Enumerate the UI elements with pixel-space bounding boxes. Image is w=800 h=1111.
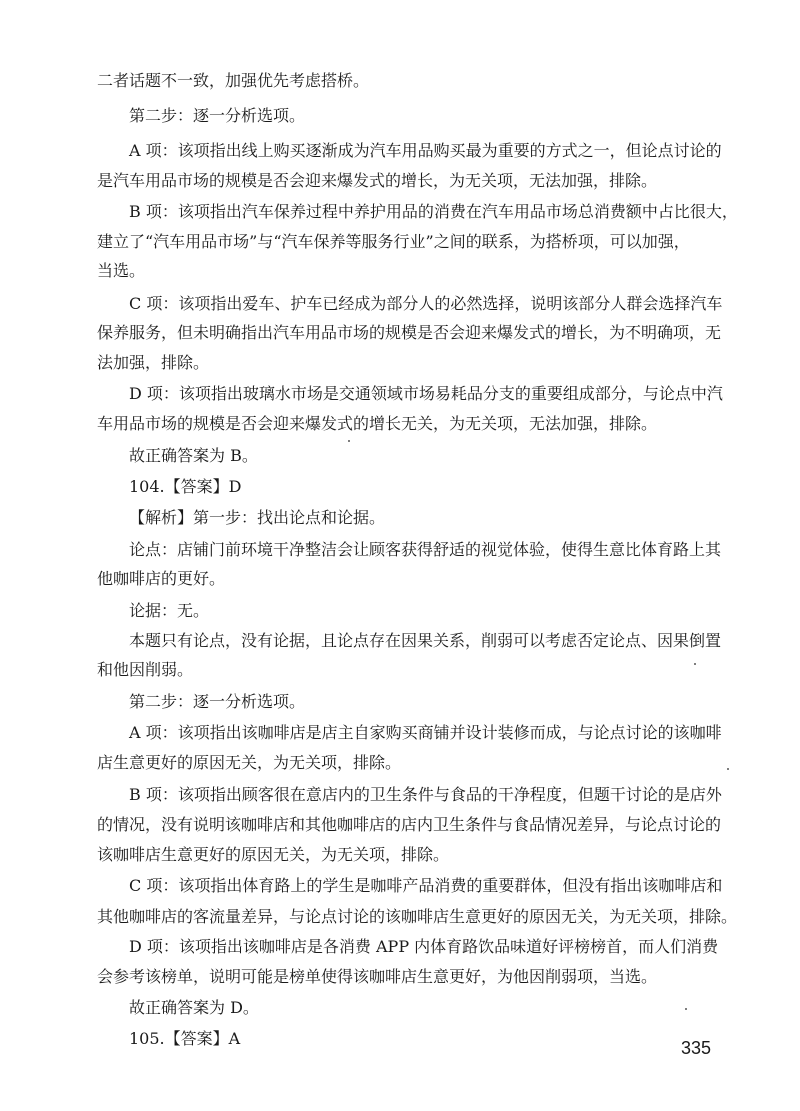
text-line: 车用品市场的规模是否会迎来爆发式的增长无关，为无关项，无法加强，排除。	[97, 414, 658, 433]
text-line: C 项：该项指出爱车、护车已经成为部分人的必然选择，说明该部分人群会选择汽车	[129, 294, 723, 313]
text-line: A 项：该项指出线上购买逐渐成为汽车用品购买最为重要的方式之一，但论点讨论的	[129, 141, 722, 160]
text-line: 本题只有论点，没有论据，且论点存在因果关系，削弱可以考虑否定论点、因果倒置	[129, 631, 722, 650]
text-line: 105.【答案】A	[129, 1029, 241, 1048]
text-line: 保养服务，但未明确指出汽车用品市场的规模是否会迎来爆发式的增长，为不明确项，无	[97, 323, 722, 342]
scan-speck	[348, 440, 350, 442]
text-line: 故正确答案为 B。	[129, 446, 258, 465]
text-line: A 项：该项指出该咖啡店是店主自家购买商铺并设计装修而成，与论点讨论的该咖啡	[129, 723, 722, 742]
scan-speck	[727, 768, 729, 770]
text-line: B 项：该项指出顾客很在意店内的卫生条件与食品的干净程度，但题干讨论的是店外	[129, 785, 722, 804]
text-line: 该咖啡店生意更好的原因无关，为无关项，排除。	[97, 845, 450, 864]
text-line: 他咖啡店的更好。	[97, 569, 226, 588]
text-line: C 项：该项指出体育路上的学生是咖啡产品消费的重要群体，但没有指出该咖啡店和	[129, 876, 723, 895]
text-line: 【解析】第一步：找出论点和论据。	[129, 508, 386, 527]
text-line: 店生意更好的原因无关，为无关项，排除。	[97, 753, 402, 772]
text-line: 故正确答案为 D。	[129, 998, 259, 1017]
text-line: 法加强，排除。	[97, 353, 210, 372]
text-line: 论据：无。	[129, 601, 210, 620]
text-line: 和他因削弱。	[97, 660, 194, 679]
text-line: B 项：该项指出汽车保养过程中养护用品的消费在汽车用品市场总消费额中占比很大，	[129, 202, 738, 221]
text-line: 104.【答案】D	[129, 477, 242, 496]
scan-speck	[685, 1008, 687, 1010]
page-number: 335	[681, 1038, 712, 1058]
text-line: 建立了“汽车用品市场”与“汽车保养等服务行业”之间的联系，为搭桥项，可以加强，	[97, 232, 690, 251]
text-line: D 项：该项指出玻璃水市场是交通领域市场易耗品分支的重要组成部分，与论点中汽	[129, 384, 723, 403]
text-line: 二者话题不一致，加强优先考虑搭桥。	[97, 71, 370, 90]
text-line: 是汽车用品市场的规模是否会迎来爆发式的增长，为无关项，无法加强，排除。	[97, 171, 658, 190]
text-line: 第二步：逐一分析选项。	[129, 106, 306, 125]
text-line: 其他咖啡店的客流量差异，与论点讨论的该咖啡店生意更好的原因无关，为无关项，排除。	[97, 907, 738, 926]
scan-speck	[694, 663, 696, 665]
text-line: D 项：该项指出该咖啡店是各消费 APP 内体育路饮品味道好评榜榜首，而人们消费	[129, 937, 719, 956]
text-line: 会参考该榜单，说明可能是榜单使得该咖啡店生意更好，为他因削弱项，当选。	[97, 967, 658, 986]
text-line: 的情况，没有说明该咖啡店和其他咖啡店的店内卫生条件与食品情况差异，与论点讨论的	[97, 815, 722, 834]
text-line: 论点：店铺门前环境干净整洁会让顾客获得舒适的视觉体验，使得生意比体育路上其	[129, 540, 722, 559]
text-line: 第二步：逐一分析选项。	[129, 692, 306, 711]
text-line: 当选。	[97, 261, 146, 280]
